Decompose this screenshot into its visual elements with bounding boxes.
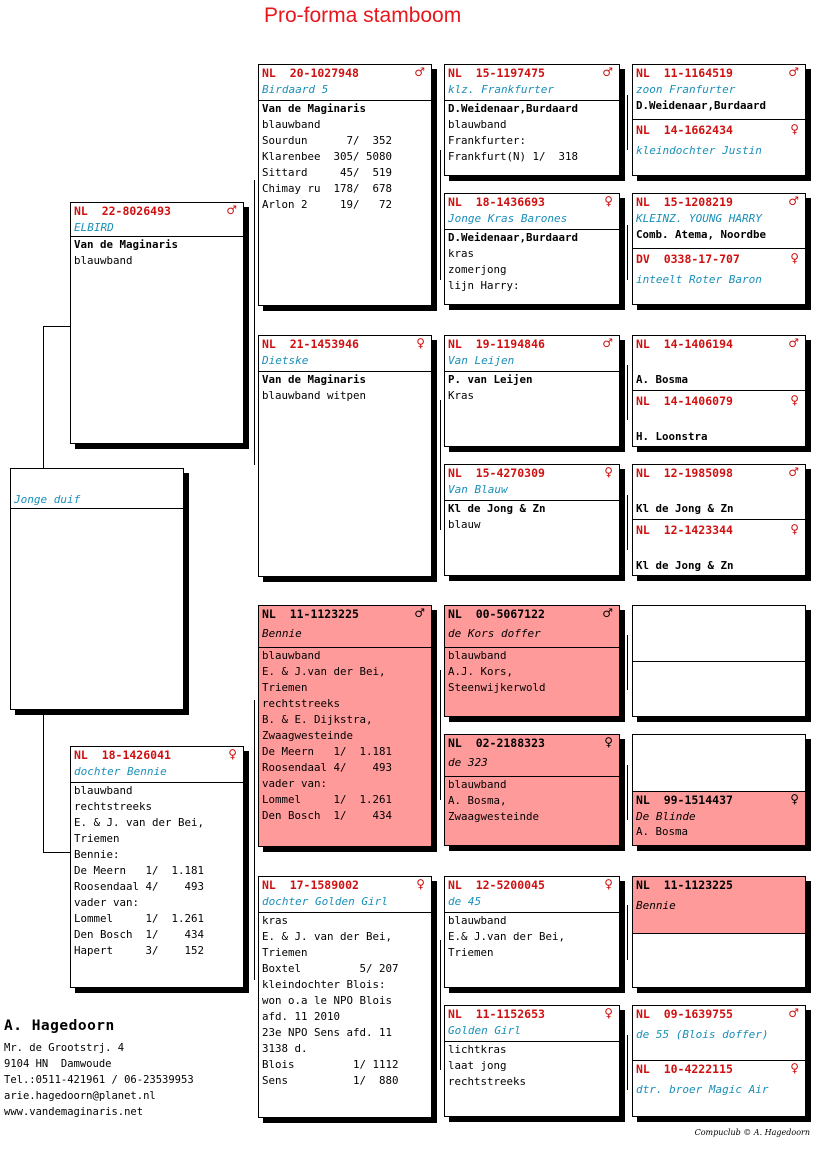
pigeon-name: Bennie <box>636 899 676 912</box>
info-line: Lommel 1/ 1.261 <box>74 912 205 925</box>
info-line: laat jong <box>448 1059 507 1072</box>
g-pair-5-empty[interactable] <box>632 605 806 717</box>
pigeon-name: kleindochter Justin <box>636 144 762 157</box>
pigeon-name: dtr. broer Magic Air <box>636 1083 769 1096</box>
info-line: Van de Maginaris <box>262 373 367 386</box>
ring-number: NL 21-1453946 <box>262 337 359 351</box>
info-line: E. & J.van der Bei, <box>262 665 386 678</box>
dsd-card[interactable] <box>444 734 620 846</box>
male-icon: ♂ <box>788 65 799 79</box>
pigeon-name: inteelt Roter Baron <box>636 273 762 286</box>
highlight-block <box>633 877 805 934</box>
info-line: vader van: <box>74 896 140 909</box>
info-line: E. & J. van der Bei, <box>74 816 205 829</box>
pedigree-ring <box>71 203 243 220</box>
owner-address: 9104 HN Damwoude <box>4 1058 112 1070</box>
dam-sire-card[interactable] <box>258 605 432 847</box>
info-line: B. & E. Dijkstra, <box>262 713 373 726</box>
connector <box>43 710 44 852</box>
pedigree-ring <box>633 877 805 894</box>
ring-number: NL 18-1426041 <box>74 748 171 762</box>
pigeon-name: Birdaard 5 <box>259 82 431 101</box>
owner-website[interactable]: www.vandemaginaris.net <box>4 1106 144 1118</box>
owner-name: A. Hagedoorn <box>4 1018 115 1034</box>
info-line: Triemen <box>262 946 308 959</box>
info-line: blauwband <box>448 118 507 131</box>
sds-card[interactable] <box>444 335 620 447</box>
info-line: Sens 1/ 880 <box>262 1074 399 1087</box>
ring-number: NL 12-5200045 <box>448 878 545 892</box>
info-line: kleindochter Blois: <box>262 978 386 991</box>
info-line: A. Bosma <box>636 825 689 838</box>
info-line: rechtstreeks <box>74 800 153 813</box>
info-line: blauwband <box>448 778 507 791</box>
sdd-card[interactable] <box>444 464 620 576</box>
pedigree-ring <box>633 792 805 809</box>
dss-card[interactable] <box>444 605 620 717</box>
info-line: afd. 11 2010 <box>262 1010 341 1023</box>
pigeon-name: KLEINZ. YOUNG HARRY <box>636 212 762 225</box>
info-line: lijn Harry: <box>448 279 520 292</box>
female-icon: ♀ <box>416 877 425 891</box>
info-line: blauwband <box>74 254 133 267</box>
info-line: Arlon 2 19/ 72 <box>262 198 393 211</box>
info-line: Kl de Jong & Zn <box>636 559 734 572</box>
info-line: kras <box>262 914 289 927</box>
pedigree-ring <box>259 336 431 353</box>
g-pair-2[interactable] <box>632 193 806 305</box>
male-icon: ♂ <box>788 1006 799 1020</box>
info-line: zomerjong <box>448 263 507 276</box>
male-icon: ♂ <box>602 606 613 620</box>
info-line: Bennie: <box>74 848 120 861</box>
info-line: Zwaagwesteinde <box>448 810 540 823</box>
pedigree-ring <box>71 747 243 764</box>
pigeon-name: de 45 <box>445 894 619 913</box>
highlight-block <box>633 791 805 845</box>
info-line: Sourdun 7/ 352 <box>262 134 393 147</box>
pigeon-name: dochter Bennie <box>71 764 243 783</box>
info-line: Triemen <box>448 946 494 959</box>
ring-number: NL 18-1436693 <box>448 195 545 209</box>
info-line: Boxtel 5/ 207 <box>262 962 399 975</box>
connector <box>627 365 628 420</box>
pedigree-ring <box>445 465 619 482</box>
info-line: blauwband <box>74 784 133 797</box>
info-line: blauwband <box>262 118 321 131</box>
info-line: Kl de Jong & Zn <box>448 502 546 515</box>
pedigree-ring <box>259 606 431 623</box>
ring-number: DV 0338-17-707 <box>636 252 740 266</box>
pedigree-ring <box>445 606 619 623</box>
info-line: Den Bosch 1/ 434 <box>74 928 205 941</box>
connector <box>43 326 44 468</box>
pedigree-ring <box>259 877 431 894</box>
ring-number: NL 22-8026493 <box>74 204 171 218</box>
ring-number: NL 12-1423344 <box>636 523 733 537</box>
info-line: Van de Maginaris <box>74 238 179 251</box>
male-icon: ♂ <box>414 606 425 620</box>
owner-block <box>4 1018 194 1120</box>
pedigree-ring <box>633 122 805 139</box>
female-icon: ♀ <box>604 194 613 208</box>
ddd-card[interactable] <box>444 1005 620 1117</box>
page-title: Pro-forma stamboom <box>264 4 462 27</box>
male-icon: ♂ <box>788 465 799 479</box>
info-line: vader van: <box>262 777 328 790</box>
sire-dam-card[interactable] <box>258 335 432 577</box>
ring-number: NL 19-1194846 <box>448 337 545 351</box>
info-line: Kras <box>448 389 475 402</box>
pigeon-name: Bennie <box>259 623 431 648</box>
pigeon-name: Van Leijen <box>445 353 619 372</box>
female-icon: ♀ <box>790 393 799 407</box>
connector <box>627 225 628 280</box>
female-icon: ♀ <box>790 1061 799 1075</box>
pigeon-name: Dietske <box>259 353 431 372</box>
pedigree-ring <box>445 1006 619 1023</box>
info-line: Steenwijkerwold <box>448 681 546 694</box>
connector <box>627 765 628 820</box>
female-icon: ♀ <box>604 877 613 891</box>
pedigree-ring <box>633 194 805 211</box>
pigeon-name: dochter Golden Girl <box>259 894 431 913</box>
divider <box>633 519 805 520</box>
ring-number: NL 14-1406079 <box>636 394 733 408</box>
info-line: blauwband <box>262 649 321 662</box>
pedigree-ring <box>633 251 805 268</box>
pigeon-name: de 55 (Blois doffer) <box>636 1028 769 1041</box>
ring-number: NL 15-1208219 <box>636 195 733 209</box>
info-line: Van de Maginaris <box>262 102 367 115</box>
female-icon: ♀ <box>228 747 237 761</box>
info-line: Sittard 45/ 519 <box>262 166 393 179</box>
pedigree-ring <box>633 65 805 82</box>
info-line: Den Bosch 1/ 434 <box>262 809 393 822</box>
connector <box>440 150 441 280</box>
connector <box>254 700 255 980</box>
info-line: Chimay ru 178/ 678 <box>262 182 393 195</box>
pedigree-ring <box>633 465 805 482</box>
info-line: blauw <box>448 518 481 531</box>
info-line: Blois 1/ 1112 <box>262 1058 399 1071</box>
info-line: blauwband <box>448 914 507 927</box>
subject-card[interactable] <box>10 468 184 710</box>
ring-number: NL 99-1514437 <box>636 793 733 807</box>
info-line: Frankfurter: <box>448 134 527 147</box>
info-line: E.& J.van der Bei, <box>448 930 566 943</box>
ring-number: NL 14-1406194 <box>636 337 733 351</box>
ssd-card[interactable] <box>444 193 620 305</box>
ring-number: NL 14-1662434 <box>636 123 733 137</box>
info-line: Comb. Atema, Noordbe <box>636 228 767 241</box>
info-line: Hapert 3/ 152 <box>74 944 205 957</box>
ring-number: NL 02-2188323 <box>448 736 545 750</box>
pigeon-name: zoon Franfurter <box>636 83 736 96</box>
connector <box>440 400 441 530</box>
female-icon: ♀ <box>604 465 613 479</box>
g-pair-8[interactable] <box>632 1005 806 1117</box>
female-icon: ♀ <box>790 251 799 265</box>
subject-name: Jonge duif <box>11 492 183 509</box>
info-line: D.Weidenaar,Burdaard <box>448 102 579 115</box>
pigeon-name: klz. Frankfurter <box>445 82 619 101</box>
male-icon: ♂ <box>226 203 237 217</box>
info-line: blauwband <box>448 649 507 662</box>
pedigree-ring <box>633 393 805 410</box>
pigeon-name: Jonge Kras Barones <box>445 211 619 230</box>
female-icon: ♀ <box>604 735 613 749</box>
ring-number: NL 15-1197475 <box>448 66 545 80</box>
dam-card[interactable] <box>70 746 244 988</box>
info-line: Roosendaal 4/ 493 <box>74 880 205 893</box>
connector <box>440 670 441 800</box>
info-line: kras <box>448 247 475 260</box>
info-line: Kl de Jong & Zn <box>636 502 734 515</box>
pedigree-ring <box>445 65 619 82</box>
male-icon: ♂ <box>414 65 425 79</box>
pigeon-name: De Blinde <box>636 810 696 823</box>
pigeon-name: Golden Girl <box>445 1023 619 1042</box>
female-icon: ♀ <box>790 792 799 806</box>
info-line: De Meern 1/ 1.181 <box>262 745 393 758</box>
ring-number: NL 12-1985098 <box>636 466 733 480</box>
male-icon: ♂ <box>788 336 799 350</box>
sire-card[interactable] <box>70 202 244 444</box>
info-line: 23e NPO Sens afd. 11 <box>262 1026 393 1039</box>
g-pair-6[interactable] <box>632 734 806 846</box>
ring-number: NL 17-1589002 <box>262 878 359 892</box>
info-line: D.Weidenaar,Burdaard <box>448 231 579 244</box>
owner-email[interactable]: arie.hagedoorn@planet.nl <box>4 1090 156 1102</box>
connector <box>440 940 441 1070</box>
pedigree-ring <box>445 194 619 211</box>
connector <box>43 852 70 853</box>
pedigree-ring <box>445 877 619 894</box>
connector <box>43 326 70 327</box>
info-line: Triemen <box>74 832 120 845</box>
divider <box>633 248 805 249</box>
info-line: E. & J. van der Bei, <box>262 930 393 943</box>
ring-number: NL 11-1164519 <box>636 66 733 80</box>
ring-number: NL 20-1027948 <box>262 66 359 80</box>
info-line: P. van Leijen <box>448 373 533 386</box>
pedigree-ring <box>259 65 431 82</box>
dds-card[interactable] <box>444 876 620 988</box>
info-line: won o.a le NPO Blois <box>262 994 393 1007</box>
info-line: A.J. Kors, <box>448 665 514 678</box>
connector <box>254 180 255 465</box>
g-pair-1[interactable] <box>632 64 806 176</box>
subject-ring <box>11 469 183 486</box>
info-line: A. Bosma <box>636 373 689 386</box>
ring-number: NL 09-1639755 <box>636 1007 733 1021</box>
male-icon: ♂ <box>602 336 613 350</box>
info-line: Lommel 1/ 1.261 <box>262 793 393 806</box>
info-line: lichtkras <box>448 1043 507 1056</box>
info-line: Klarenbee 305/ 5080 <box>262 150 393 163</box>
ring-number: NL 15-4270309 <box>448 466 545 480</box>
pedigree-ring <box>633 1061 805 1078</box>
info-line: rechtstreeks <box>448 1075 527 1088</box>
sss-card[interactable] <box>444 64 620 176</box>
g-pair-4[interactable] <box>632 464 806 576</box>
female-icon: ♀ <box>416 336 425 350</box>
pigeon-name: de 323 <box>445 752 619 777</box>
sire-sire-card[interactable] <box>258 64 432 306</box>
g-pair-7[interactable] <box>632 876 806 988</box>
info-line: Roosendaal 4/ 493 <box>262 761 393 774</box>
info-line: rechtstreeks <box>262 697 341 710</box>
pedigree-ring <box>445 735 619 752</box>
pedigree-ring <box>633 336 805 353</box>
info-line: H. Loonstra <box>636 430 708 443</box>
owner-phone: Tel.:0511-421961 / 06-23539953 <box>4 1074 194 1086</box>
pigeon-name: Van Blauw <box>445 482 619 501</box>
connector <box>627 1035 628 1090</box>
pigeon-name: de Kors doffer <box>445 623 619 648</box>
divider <box>633 119 805 120</box>
info-line: Frankfurt(N) 1/ 318 <box>448 150 579 163</box>
female-icon: ♀ <box>790 522 799 536</box>
ring-number: NL 10-4222115 <box>636 1062 733 1076</box>
ring-number: NL 11-1152653 <box>448 1007 545 1021</box>
info-line: blauwband witpen <box>262 389 367 402</box>
divider <box>633 661 805 662</box>
pigeon-name: ELBIRD <box>71 220 243 237</box>
info-line: Zwaagwesteinde <box>262 729 354 742</box>
footer-credit: Compuclub © A. Hagedoorn <box>694 1128 810 1137</box>
male-icon: ♂ <box>602 65 613 79</box>
male-icon: ♂ <box>788 194 799 208</box>
ring-number: NL 00-5067122 <box>448 607 545 621</box>
pedigree-ring <box>633 1006 805 1023</box>
info-line: A. Bosma, <box>448 794 507 807</box>
ring-number: NL 11-1123225 <box>636 878 733 892</box>
owner-address: Mr. de Grootstrj. 4 <box>4 1042 125 1054</box>
g-pair-3[interactable] <box>632 335 806 447</box>
connector <box>627 635 628 690</box>
female-icon: ♀ <box>604 1006 613 1020</box>
connector <box>627 905 628 960</box>
ring-number: NL 11-1123225 <box>262 607 359 621</box>
pedigree-ring <box>445 336 619 353</box>
connector <box>627 495 628 550</box>
connector <box>627 95 628 150</box>
info-line: D.Weidenaar,Burdaard <box>636 99 767 112</box>
info-line: 3138 d. <box>262 1042 308 1055</box>
dam-dam-card[interactable] <box>258 876 432 1118</box>
info-line: De Meern 1/ 1.181 <box>74 864 205 877</box>
divider <box>633 390 805 391</box>
info-line: Triemen <box>262 681 308 694</box>
pedigree-ring <box>633 522 805 539</box>
female-icon: ♀ <box>790 122 799 136</box>
